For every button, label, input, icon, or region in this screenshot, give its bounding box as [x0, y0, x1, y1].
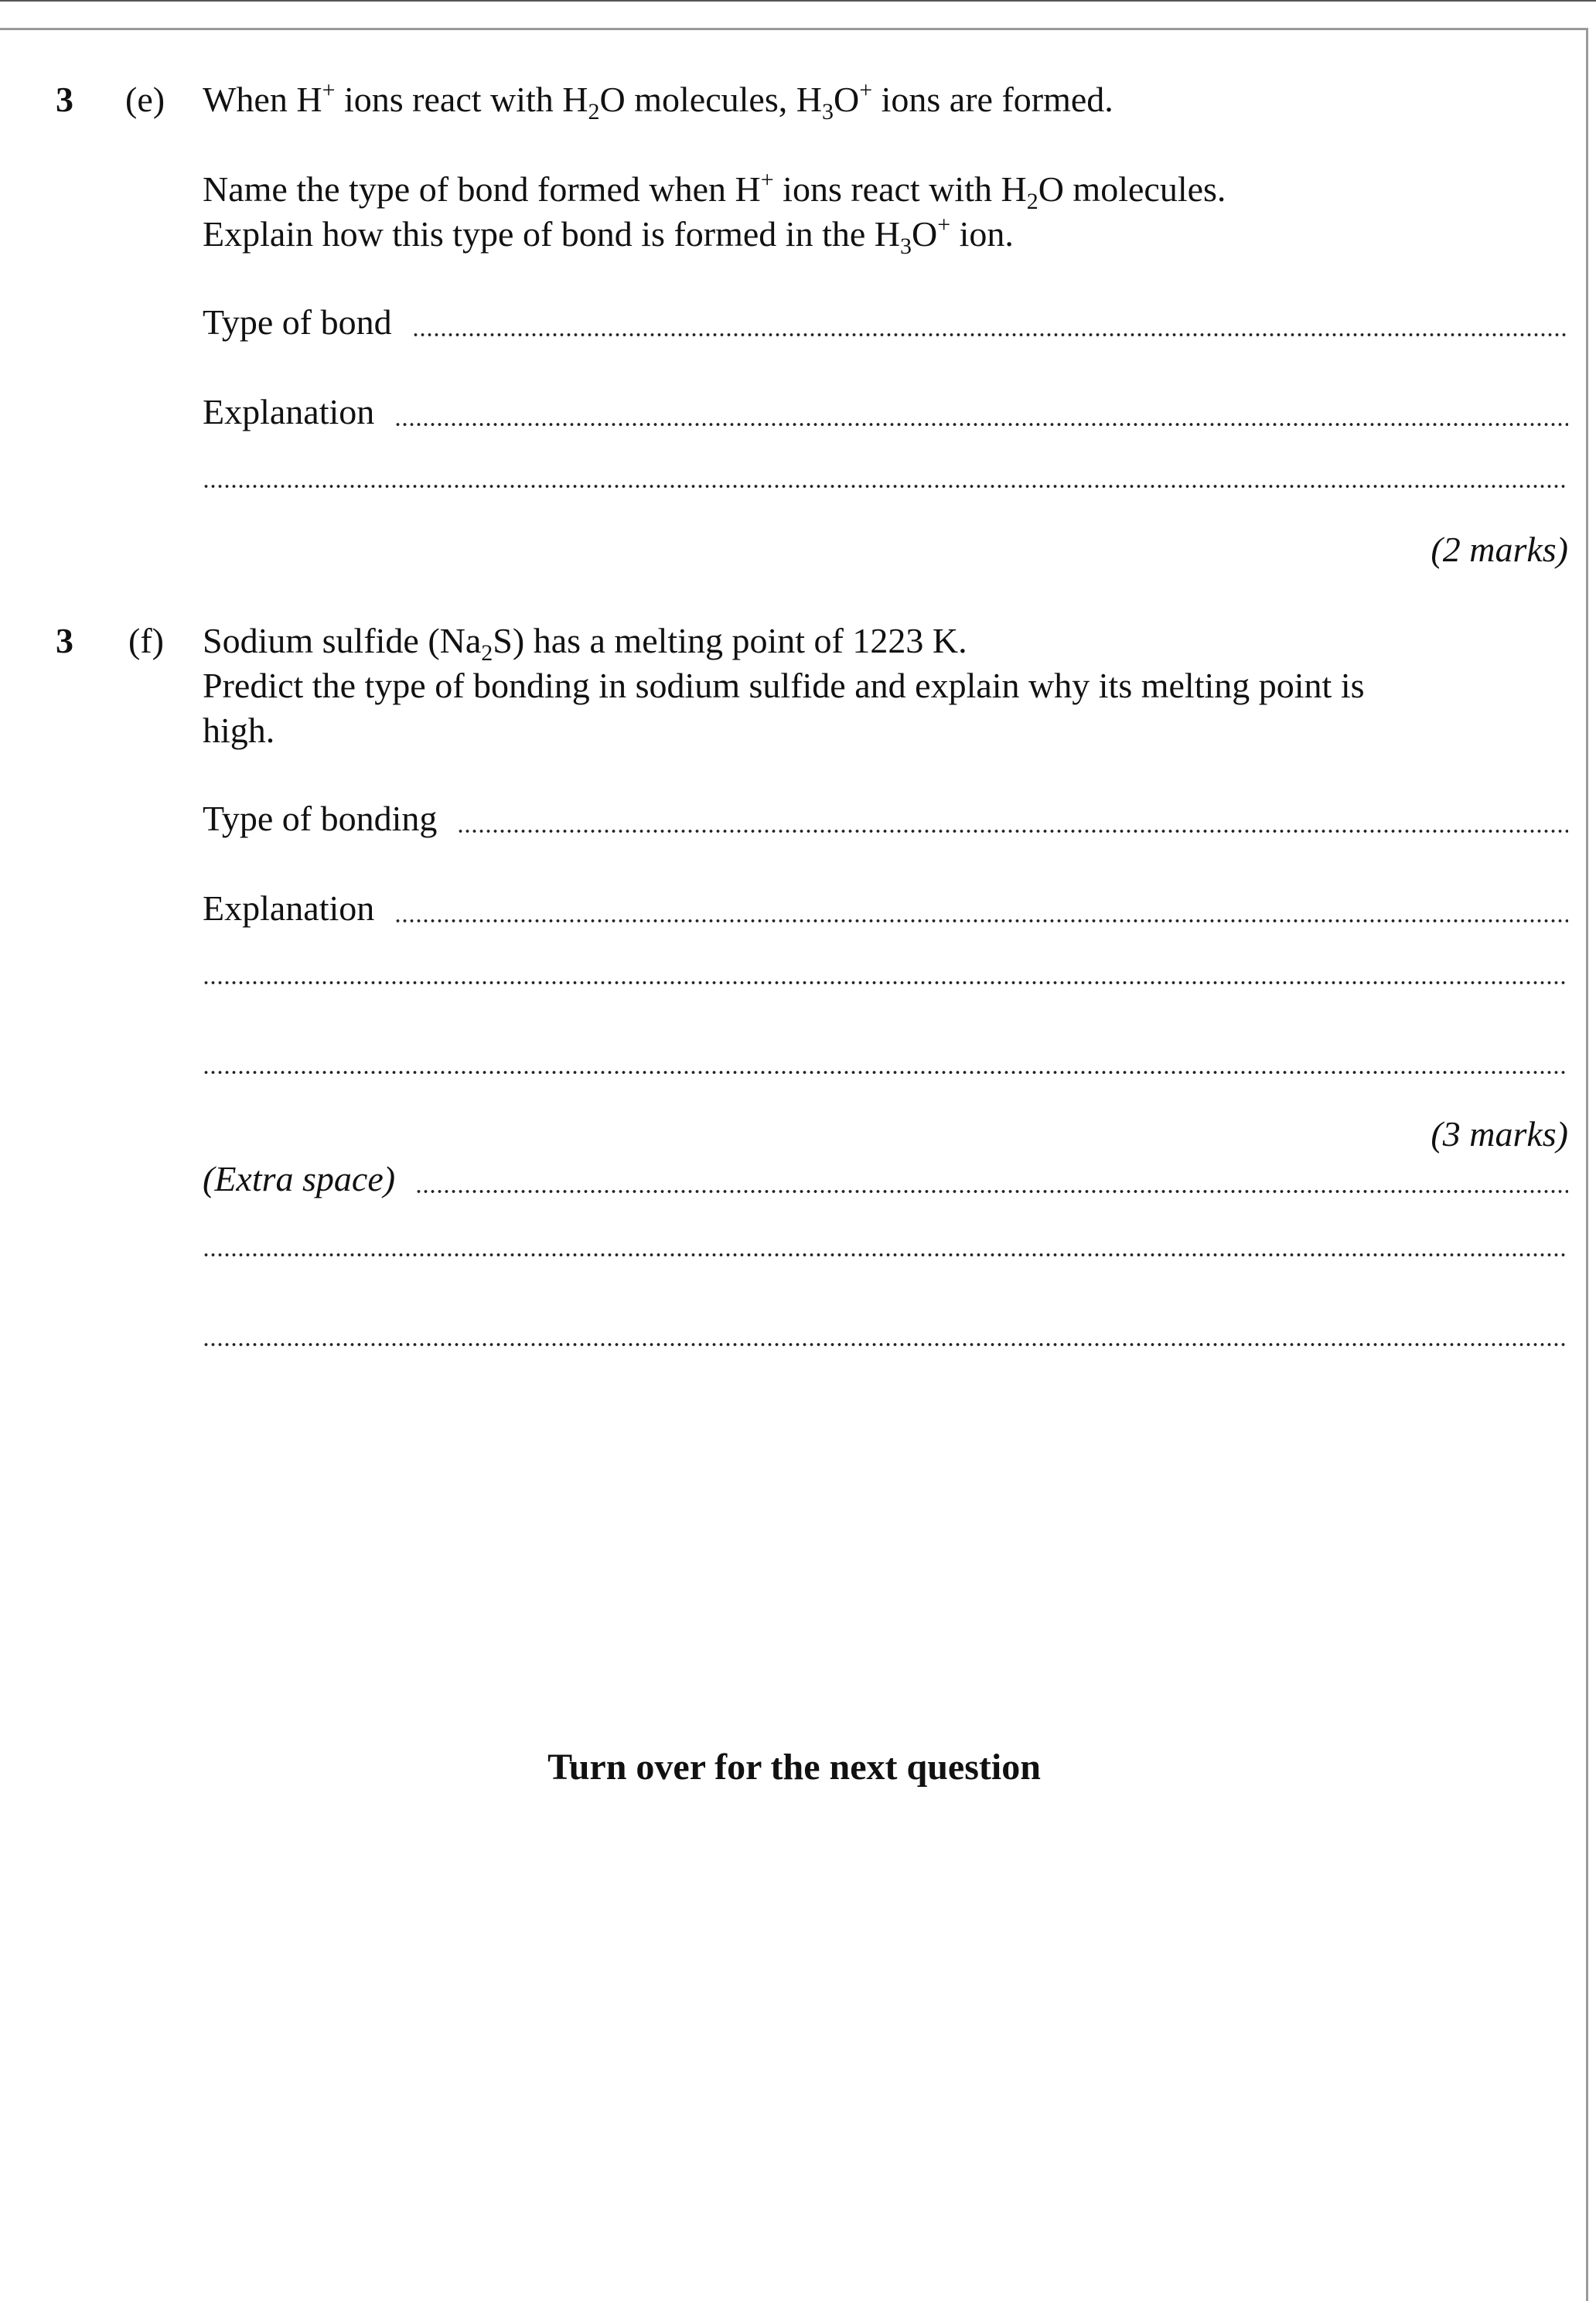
question-3f-instruction-1: Predict the type of bonding in sodium sulfide and explain why its melting point is	[203, 666, 1365, 705]
dotted-answer-line[interactable]	[203, 1070, 1568, 1075]
answer-label: Explanation	[203, 392, 375, 431]
dotted-answer-line[interactable]	[415, 1189, 1568, 1194]
answer-line-explanation-3e-continued[interactable]	[203, 484, 1568, 492]
question-3f-instruction-2: high.	[203, 711, 275, 750]
answer-line-extra-space-continued-1[interactable]	[203, 1253, 1568, 1260]
answer-line-explanation-3f-continued-2[interactable]	[203, 1070, 1568, 1078]
marks-3e: (2 marks)	[1431, 530, 1568, 569]
answer-line-extra-space[interactable]	[203, 1161, 1568, 1197]
answer-line-explanation-3f-continued-1[interactable]	[203, 980, 1568, 988]
question-part-f: (f)	[128, 621, 164, 660]
dotted-answer-line[interactable]	[203, 1342, 1568, 1347]
dotted-answer-line[interactable]	[203, 980, 1568, 985]
answer-label: (Extra space)	[203, 1159, 396, 1198]
top-rule	[0, 0, 1596, 2]
answer-line-type-of-bonding[interactable]	[203, 801, 1568, 837]
question-part-e: (e)	[125, 80, 165, 119]
marks-3f: (3 marks)	[1431, 1114, 1568, 1154]
question-3e-stem: When H+ ions react with $H_2O$ molecules, $H_3O^+$ ions are formed.	[203, 77, 1113, 124]
question-3e-instruction-2: Explain how this type of bond is formed in the $H_3O^+$ ion.	[203, 212, 1014, 259]
answer-line-explanation-3e[interactable]	[203, 394, 1568, 430]
dotted-answer-line[interactable]	[203, 484, 1568, 489]
dotted-answer-line[interactable]	[457, 829, 1568, 833]
dotted-answer-line[interactable]	[412, 332, 1568, 337]
dotted-answer-line[interactable]	[394, 919, 1568, 923]
answer-line-extra-space-continued-2[interactable]	[203, 1342, 1568, 1350]
answer-line-type-of-bond[interactable]	[203, 302, 1568, 342]
question-3e-instruction-1: Name the type of bond formed when H+ ions react with $H_2O$ molecules.	[203, 167, 1226, 214]
answer-label: Explanation	[203, 888, 375, 928]
answer-label: Type of bonding	[203, 799, 438, 838]
turn-over-note: Turn over for the next question	[547, 1747, 1041, 1788]
answer-label: Type of bond	[203, 302, 392, 342]
answer-line-explanation-3f[interactable]	[203, 888, 1568, 928]
dotted-answer-line[interactable]	[394, 422, 1568, 427]
question-3f-stem: Sodium sulfide $(Na_2S)$ has a melting point of 1223 K.	[203, 621, 967, 666]
question-number-3f: 3	[56, 621, 73, 660]
question-number-3e: 3	[56, 80, 73, 119]
dotted-answer-line[interactable]	[203, 1253, 1568, 1257]
